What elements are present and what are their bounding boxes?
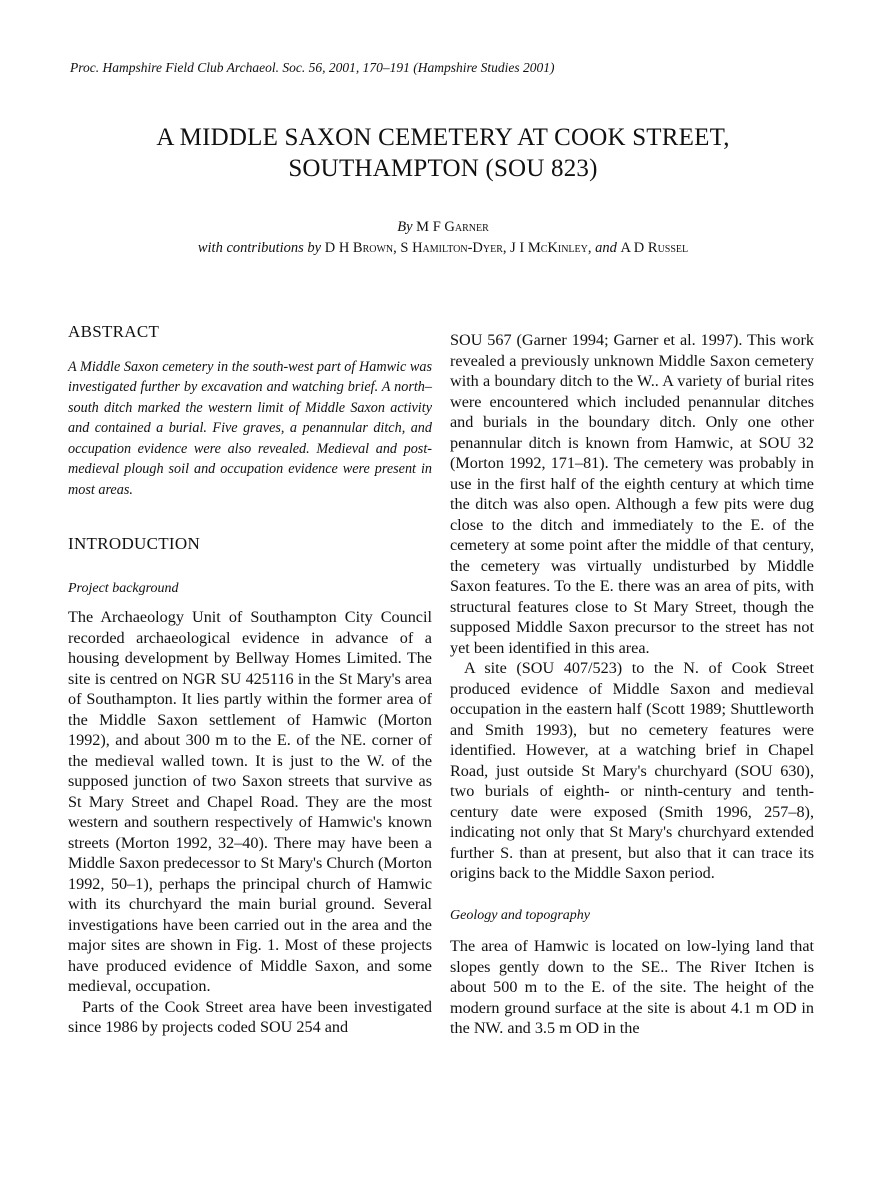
intro-paragraph-1: The Archaeology Unit of Southampton City Council recorded archaeological evidence in advance of a housing development by Bellway Homes Limited. The site is centred on NGR SU 425116 in the St Mary's area of Southampton. It lies partly within the former area of the Middle Saxon settlement of Hamwic (Morton 1992), and about 300 m to the E. of the NE. corner of the medieval walled town. It is just to the W. of the supposed junction of two Saxon streets that survive as St Mary Street and Chapel Road. They are the most western and southern respectively of Hamwic's known streets (Morton 1992, 32–40). There may have been a Middle Saxon predecessor to St Mary's Church (Morton 1992, 50–1), perhaps the principal church of Hamwic with its churchyard the main burial ground. Several investigations have been carried out in the area and the major sites are shown in Fig. 1. Most of these projects have produced evidence of Middle Saxon, and some medieval, occupation. <box>68 608 432 995</box>
contrib-prefix: with contributions by <box>197 240 322 256</box>
title-line-2: SOUTHAMPTON (SOU 823) <box>288 155 598 182</box>
author-name: M F Garner <box>416 219 489 235</box>
by-label: By <box>397 219 413 235</box>
right-column <box>450 330 814 1039</box>
geology-paragraph-1: The area of Hamwic is located on low-lying land that slopes gently down to the SE.. The River Itchen is about 500 m to the E. of the site. The height of the modern ground surface at the site is about 4.1 m OD in the NW. and 3.5 m OD in the <box>450 937 814 1037</box>
introduction-heading: INTRODUCTION <box>68 534 201 553</box>
and-label: and <box>595 240 617 256</box>
geology-heading: Geology and topography <box>450 907 590 923</box>
title-line-1: A MIDDLE SAXON CEMETERY AT COOK STREET, <box>156 124 730 151</box>
author-line <box>0 217 886 238</box>
project-background-heading: Project background <box>68 580 179 596</box>
abstract-text: A Middle Saxon cemetery in the south-west part of Hamwic was investigated further by excavation and watching brief. A north–south ditch marked the western limit of Middle Saxon activity and contained a burial. Five graves, a penannular ditch, and occupation evidence were also revealed. Medieval and post-medieval plough soil and occupation evidence were present in most areas. <box>68 358 432 498</box>
byline <box>0 217 886 259</box>
intro-paragraph-2-continued: SOU 567 (Garner 1994; Garner et al. 1997). This work revealed a previously unknown Middle Saxon cemetery with a boundary ditch to the W.. A variety of burial rites were encountered which included penannular ditches and burials in the boundary ditch. Only one other penannular ditch is known from Hamwic, at SOU 32 (Morton 1992, 171–81). The cemetery was probably in use in the first half of the eighth century at which time the ditch was also open. Although a few pits were dug close to the ditch and immediately to the E. of the cemetery at some point after the middle of that century, the cemetery was virtually undisturbed by Middle Saxon features. To the E. there was an area of pits, with structural features close to St Mary Street, though the supposed Middle Saxon precursor to the street has not yet been identified in this area. <box>450 331 814 657</box>
running-head: Proc. Hampshire Field Club Archaeol. Soc. 56, 2001, 170–191 (Hampshire Studies 2001) <box>70 60 555 75</box>
intro-paragraph-2: Parts of the Cook Street area have been investigated since 1986 by projects coded SOU 254 and <box>68 997 432 1036</box>
abstract-heading: ABSTRACT <box>68 322 160 341</box>
intro-paragraph-3: A site (SOU 407/523) to the N. of Cook Street produced evidence of Middle Saxon and medieval occupation in the eastern half (Scott 1989; Shuttleworth and Smith 1993), but no cemetery features were identified. However, at a watching brief in Chapel Road, just outside St Mary's churchyard (SOU 630), two burials of eighth- or ninth-century and tenth-century date were exposed (Smith 1996, 257–8), indicating not only that St Mary's churchyard extended further S. than at present, but also that it can trace its origins back to the Middle Saxon period. <box>450 659 814 882</box>
last-contributor: A D Russel <box>620 240 689 256</box>
contributors: D H Brown, S Hamilton-Dyer, J I McKinley, <box>324 240 592 256</box>
article-title <box>0 122 886 184</box>
contributors-line <box>0 238 886 259</box>
left-column <box>68 322 432 1038</box>
